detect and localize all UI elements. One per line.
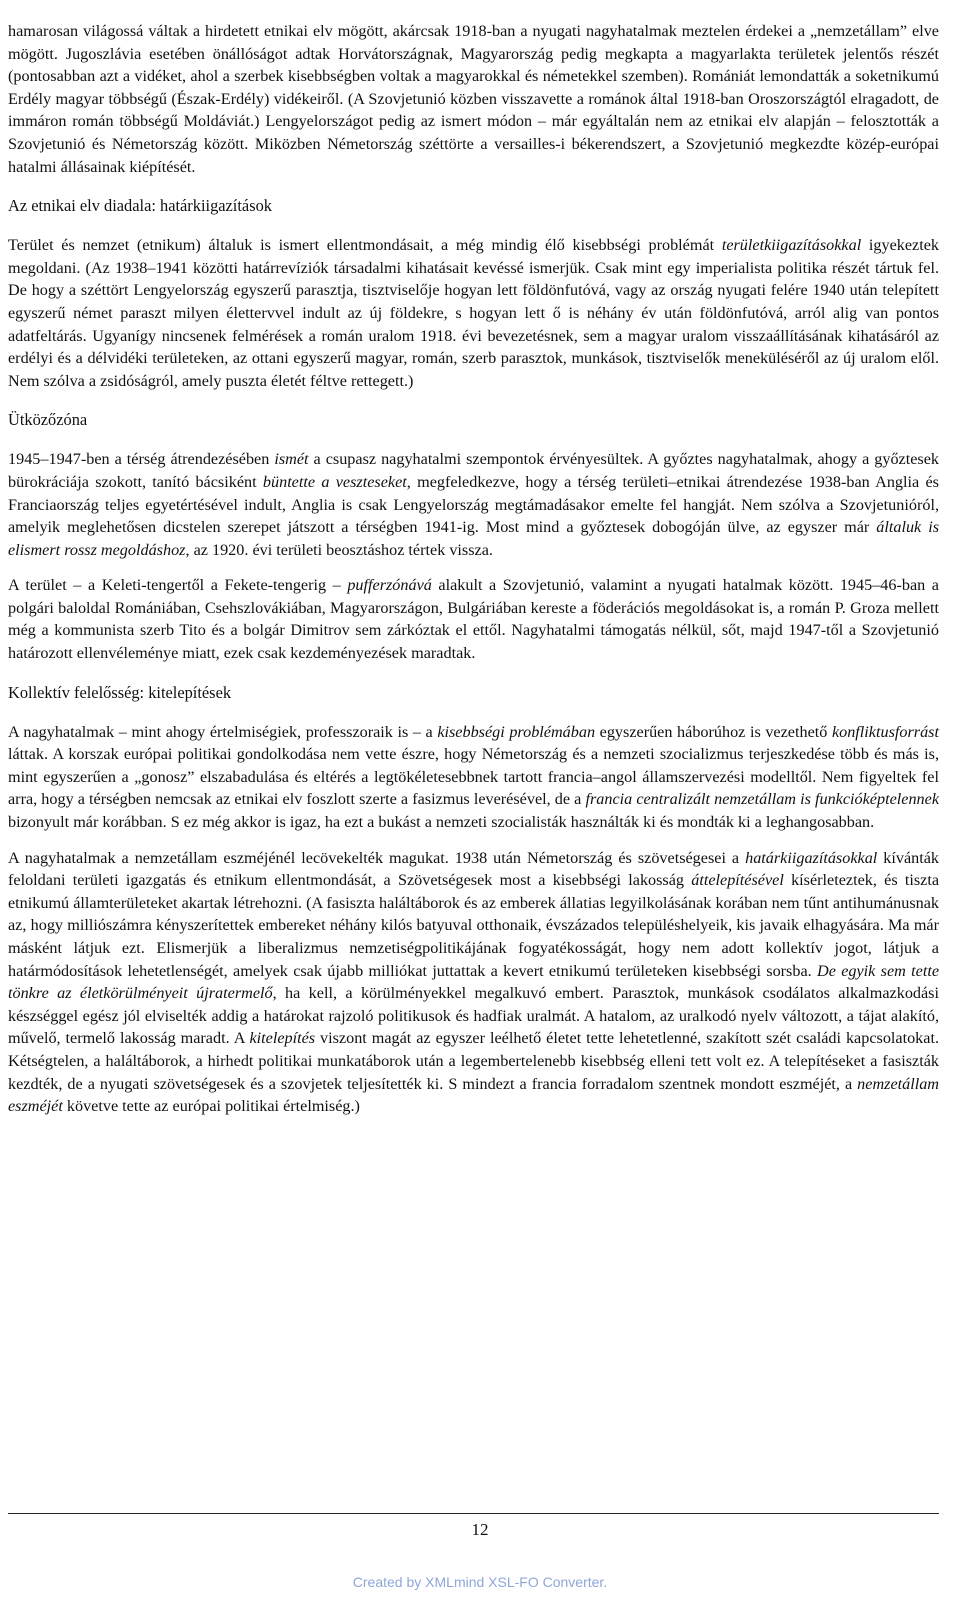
document-body — [8, 20, 939, 1118]
spacer — [8, 178, 939, 195]
footer-divider — [8, 1513, 939, 1514]
text-run: A nagyhatalmak a nemzetállam eszméjénél lecövekelték magukat. 1938 után Németország és szövetségesei a — [8, 848, 746, 867]
italic-text: kisebbségi problémában — [437, 722, 596, 741]
spacer — [8, 704, 939, 721]
text-run: egyszerűen háborúhoz is vezethető — [595, 722, 832, 741]
text-run: 1945–1947-ben a térség átrendezésében — [8, 450, 275, 469]
text-run: A terület – a Keleti-tengertől a Fekete-tengerig – — [8, 576, 348, 595]
text-run: hamarosan világossá váltak a hirdetett etnikai elv mögött, akárcsak 1918-ban a nyugati nagyhatalmak meztelen érdekei a „nemzetállam” elve mögött. Jugoszlávia esetében önállóságot adtak Horvátországnak, Magyarország pedig megkapta a magyarlakta területek jelentős részét (pontosabban azt a vidéket, ahol a szerbek kisebbségben voltak a magyarokkal és németekkel szemben). Romániát lemondatták a soketnikumú Erdély magyar többségű (Észak-Erdély) vidékeiről. (A Szovjetunió közben visszavette a románok által 1918-ban Oroszországtól elragadott, de immáron román többségű Moldáviát.) Lengyelországot pedig az ismert módon – már egyáltalán nem az etnikai elv alapján – felosztották a Szovjetunió és Németország között. Miközben Németország széttörte a versailles-i békerendszert, a Szovjetunió megkezdte közép-európai hatalmi állásainak kiépítését. — [8, 22, 939, 176]
italic-text: kitelepítés — [249, 1029, 316, 1048]
text-run: Terület és nemzet (etnikum) általuk is ismert ellentmondásait, a még mindig élő kisebbségi problémát — [8, 236, 722, 255]
paragraph — [8, 721, 939, 834]
italic-text: pufferzónává — [347, 576, 432, 595]
spacer — [8, 834, 939, 847]
italic-text: határkiigazításokkal — [745, 848, 878, 867]
italic-text: konfliktusforrást — [831, 722, 939, 741]
text-run: , ha kell, a körülményekkel megalkuvó embert. Parasztok, munkások csodálatos alkalmazkodási készséggel egész jól elviselték addig a határokat rajzoló politikusok és hadfiak uralmát. A hatalom, az uralkodó nyelv változott, a tájat alakító, művelő, termelő lakosság maradt. A — [8, 984, 939, 1048]
spacer — [8, 392, 939, 409]
text-run: bizonyult már korábban. S ez még akkor is igaz, ha ezt a bukást a nemzeti szocialisták használták ki és mondták ki a leghangosabban. — [8, 813, 875, 832]
spacer — [8, 431, 939, 448]
spacer — [8, 561, 939, 574]
italic-text: területkiigazításokkal — [721, 236, 862, 255]
section-heading: Ütközőzóna — [8, 410, 88, 430]
text-run: viszont magát az egyszer leélhető életet tette lehetetlenné, szakított szét családi kapcsolatokat. Kétségtelen, a haláltáborok, a hirhedt politikai munkatáborok után a legembertelenebb kisebbség elleni tett volt ez. A telepítéseket a fasiszták kezdték, de a nyugati szövetségesek és a szovjetek teljesítették ki. S mindezt a francia forradalom szentnek mondott eszméjét, a — [8, 1029, 940, 1093]
paragraph — [8, 448, 939, 561]
text-run: a csupasz nagyhatalmi szempontok érvényesültek. A győztes nagyhatalmak, ahogy a győztesek bürokráciája szokott, tanító bácsiként — [8, 450, 939, 491]
paragraph — [8, 234, 939, 392]
paragraph — [8, 20, 939, 178]
text-run: , az 1920. évi területi beosztáshoz tértek vissza. — [185, 540, 493, 559]
text-run: követve tette az európai politikai értelmiség.) — [62, 1097, 360, 1116]
text-run: A nagyhatalmak – mint ahogy értelmiségiek, professzoraik is – a — [8, 722, 438, 741]
section-heading: Az etnikai elv diadala: határkiigazítások — [8, 196, 272, 216]
converter-watermark: Created by XMLmind XSL-FO Converter. — [352, 1574, 608, 1590]
italic-text: nemzetállam eszméjét — [8, 1074, 939, 1116]
italic-text: áttelepítésével — [691, 871, 784, 890]
spacer — [8, 665, 939, 682]
text-run: láttak. A korszak európai politikai gondolkodása nem vette észre, hogy Németország és a nemzeti szocializmus terjeszkedése több és más is, mint egyszerűen a „gonosz” elszabadulása és eltérés a legtökéletesebbnek tartott francia–angol államszervezési modelltől. Nem figyeltek fel arra, hogy a térségben nemcsak az etnikai elv foszlott szerte a fasizmus leverésével, de a — [8, 745, 939, 809]
text-run: igyekeztek megoldani. (Az 1938–1941 közötti határrevíziók társadalmi kihatásait kevéssé ismerjük. Csak mint egy imperialista politika részét tártuk fel. De hogy a széttört Lengyelország egyszerű parasztja, tisztviselője hogyan lett földönfutóvá, vagy az ország nyugati felére 1940 után telepített egyszerű német paraszt milyen élettervvel indult az új földekre, s hogyan lett ő is néhány év után földönfutóvá, arról alig van pontos adatfeltárás. Ugyanígy nincsenek felmérések a román uralom 1918. évi bevezetésnek, sem a magyar uralom visszaállításának kihatásáról az erdélyi és a délvidéki területeken, az ottani egyszerű magyar, román, szerb parasztok, munkások, tisztviselők meneküléséről az új uralom elől. Nem szólva a zsidóságról, amely puszta életét féltve rettegett.) — [8, 236, 940, 390]
italic-text: De egyik sem tette tönkre az életkörülményeit újratermelő — [8, 961, 940, 1003]
text-run: kívánták feloldani területi igazgatás és etnikum ellentmondását, a Szövetségesek most a kisebbségi lakosság — [8, 848, 939, 890]
page-number: 12 — [471, 1520, 489, 1539]
italic-text: büntette a veszteseket — [262, 472, 407, 491]
italic-text: francia centralizált nemzetállam is funkcióképtelennek — [585, 790, 940, 809]
paragraph — [8, 574, 939, 664]
section-heading: Kollektív felelősség: kitelepítések — [8, 682, 232, 702]
spacer — [8, 217, 939, 234]
text-run: , megfeledkezve, hogy a térség területi–etnikai átrendezése 1938-ban Anglia és Franciaország teljes egyetértésével indult, Anglia is csak Lengyelország megtámadásakor emelte fel hangját. Nem szólva a Szovjetunióról, amelyik meglehetősen dicstelen szerepet játszott a térségben 1941-ig. Most mind a győztesek dobogóján ülve, az egyszer már — [8, 472, 939, 537]
italic-text: ismét — [274, 450, 309, 469]
paragraph — [8, 847, 939, 1118]
text-run: alakult a Szovjetunió, valamint a nyugati hatalmak között. 1945–46-ban a polgári baloldal Romániában, Csehszlovákiában, Magyarországon, Bulgáriában kereste a föderációs megoldásokat is, a román P. Groza mellett még a kommunista szerb Tito és a bolgár Dimitrov sem zárkóztak el ettől. Nagyhatalmi támogatás nélkül, sőt, majd 1947-től a Szovjetunió határozott ellenvéleménye miatt, ezek csak kezdeményezések maradtak. — [8, 576, 939, 663]
text-run: kísérleteztek, és tiszta etnikumú államterületeket akartak létrehozni. (A fasiszta haláltáborok és az emberek állatias legyilkolásának korában nem tűnt antihumánusnak az, hogy milliószámra kényszerítettek embereket néhány kilós batyuval otthonaik, évszázados településhelyeik, kis javaik elhagyására. Ma már másként látjuk ezt. Elismerjük a liberalizmus nemzetiségpolitikájának fogyatékosságát, hogy nem adott kollektív jogot, látjuk a határmódosítások lehetetlenségét, amelyek csak újabb milliókat juttattak a kevert etnikumú területeken kisebbségi sorsba. — [8, 871, 940, 980]
italic-text: általuk is elismert rossz megoldáshoz — [8, 518, 939, 559]
